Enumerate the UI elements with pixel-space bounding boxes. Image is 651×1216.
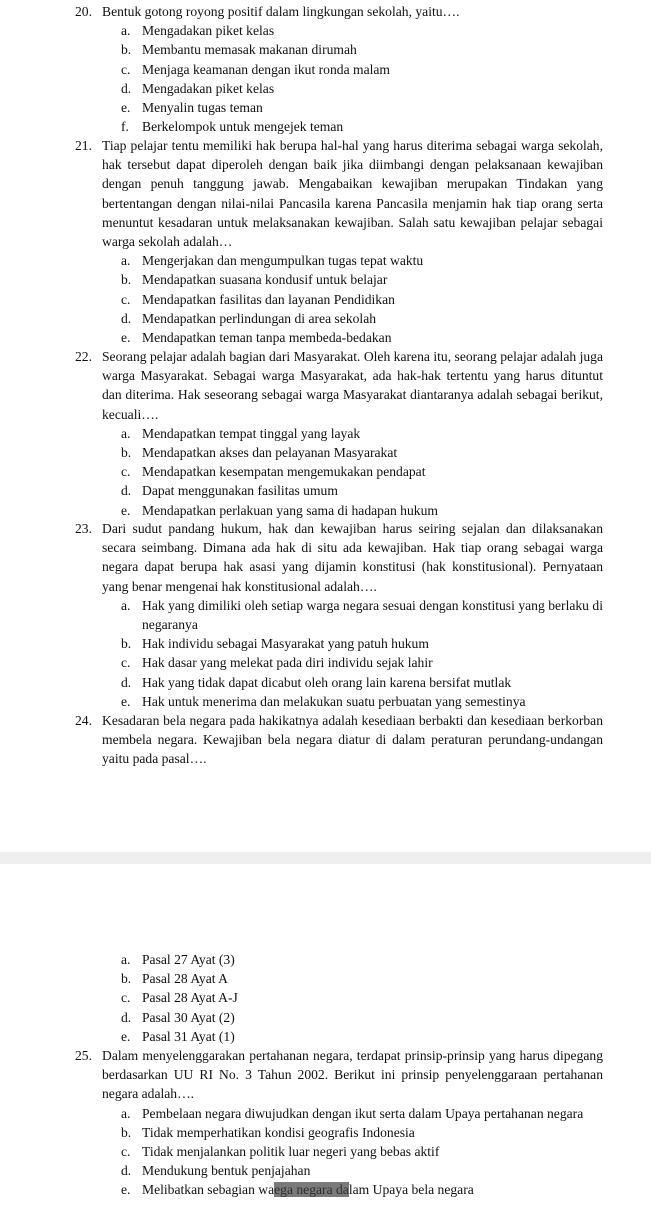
option-c: c. Pasal 28 Ayat A-J bbox=[121, 990, 238, 1006]
option-b: b. Mendapatkan akses dan pelayanan Masyarakat bbox=[121, 445, 398, 461]
option-a: a. Mendapatkan tempat tinggal yang layak bbox=[121, 425, 361, 441]
question-number: 22. bbox=[75, 349, 92, 364]
option-c: c. Mendapatkan fasilitas dan layanan Pendidikan bbox=[121, 291, 395, 307]
option-a: a. Hak yang dimiliki oleh setiap warga negara sesuai dengan konstitusi yang berlaku di negaranya bbox=[121, 597, 603, 633]
question-24 bbox=[75, 711, 603, 769]
option-e: e. Melibatkan sebagian waega negara dalam Upaya bela negara bbox=[121, 1182, 474, 1198]
option-e: e. Mendapatkan perlakuan yang sama di hadapan hukum bbox=[121, 502, 438, 518]
option-a: a. Pasal 27 Ayat (3) bbox=[121, 952, 235, 967]
option-a: a. Pembelaan negara diwujudkan dengan ikut serta dalam Upaya pertahanan negara bbox=[121, 1105, 584, 1121]
option-d: d. Mendukung bentuk penjajahan bbox=[121, 1163, 311, 1179]
option-d: d. Hak yang tidak dapat dicabut oleh orang lain karena bersifat mutlak bbox=[121, 674, 512, 690]
option-d: d. Mengadakan piket kelas bbox=[121, 80, 275, 96]
option-list bbox=[75, 424, 603, 520]
option-c: c. Menjaga keamanan dengan ikut ronda malam bbox=[121, 61, 390, 77]
question-text: 21. Tiap pelajar tentu memiliki hak berupa hal-hal yang harus diterima sebagai warga sekolah, hak tersebut dapat diperoleh dengan baik jika diimbangi dengan pelaksanaan kewajiban dengan penuh tanggung jawab. Mengabaikan kewajiban merupakan Tindakan yang bertentangan dengan nilai-nilai Pancasila karena Pancasila menjamin hak tiap orang serta menuntut kesadaran untuk melaksanakan kewajiban. Salah satu kewajiban pelajar sebagai warga sekolah adalah… bbox=[75, 138, 603, 250]
question-number: 25. bbox=[75, 1048, 92, 1063]
question-20 bbox=[75, 2, 603, 136]
question-number: 21. bbox=[75, 138, 92, 153]
option-b: b. Pasal 28 Ayat A bbox=[121, 971, 228, 987]
question-text: 23. Dari sudut pandang hukum, hak dan kewajiban harus seiring sejalan dan dilaksanakan secara seimbang. Dimana ada hak di situ ada kewajiban. Hak tiap orang sebagai warga negara dapat berupa hak asasi yang dijamin konstitusi (hak konstitusional). Pernyataan yang benar mengenai hak konstitusional adalah…. bbox=[75, 521, 603, 594]
option-a: a. Mengadakan piket kelas bbox=[121, 23, 275, 39]
question-number: 20. bbox=[75, 4, 92, 19]
option-e: e. Hak untuk menerima dan melakukan suatu perbuatan yang semestinya bbox=[121, 693, 526, 709]
option-d: d. Pasal 30 Ayat (2) bbox=[121, 1009, 235, 1025]
option-list bbox=[75, 596, 603, 711]
option-list bbox=[75, 251, 603, 347]
option-f: f. Berkelompok untuk mengejek teman bbox=[121, 119, 344, 135]
option-e: e. Mendapatkan teman tanpa membeda-bedakan bbox=[121, 330, 392, 346]
option-d: d. Mendapatkan perlindungan di area sekolah bbox=[121, 310, 377, 326]
option-b: b. Hak individu sebagai Masyarakat yang patuh hukum bbox=[121, 636, 429, 652]
option-list bbox=[75, 1104, 603, 1200]
option-c: c. Mendapatkan kesempatan mengemukakan pendapat bbox=[121, 464, 426, 480]
question-text: 25. Dalam menyelenggarakan pertahanan negara, terdapat prinsip-prinsip yang harus dipegang berdasarkan UU RI No. 3 Tahun 2002. Berikut ini prinsip penyelenggaraan pertahanan negara adalah…. bbox=[75, 1048, 603, 1102]
question-21 bbox=[75, 136, 603, 347]
question-number: 24. bbox=[75, 713, 92, 728]
question-25 bbox=[75, 1046, 603, 1200]
page-break bbox=[0, 852, 651, 864]
option-b: b. Tidak memperhatikan kondisi geografis Indonesia bbox=[121, 1124, 415, 1140]
document-page-2 bbox=[0, 864, 651, 1216]
option-list bbox=[75, 950, 603, 1046]
option-d: d. Dapat menggunakan fasilitas umum bbox=[121, 483, 338, 499]
option-c: c. Tidak menjalankan politik luar negeri yang bebas aktif bbox=[121, 1144, 440, 1160]
option-e: e. Pasal 31 Ayat (1) bbox=[121, 1028, 235, 1044]
option-b: b. Membantu memasak makanan dirumah bbox=[121, 42, 357, 58]
question-24-options bbox=[75, 950, 603, 1046]
question-text: 24. Kesadaran bela negara pada hakikatnya adalah kesediaan berbakti dan kesediaan berkorban membela negara. Kewajiban bela negara diatur di dalam peraturan perundang-undangan yaitu pada pasal…. bbox=[75, 713, 603, 767]
highlighted-text: ega negara da bbox=[274, 1182, 349, 1198]
question-22 bbox=[75, 347, 603, 520]
option-b: b. Mendapatkan suasana kondusif untuk belajar bbox=[121, 272, 388, 288]
option-a: a. Mengerjakan dan mengumpulkan tugas tepat waktu bbox=[121, 253, 424, 269]
question-number: 23. bbox=[75, 521, 92, 536]
option-e: e. Menyalin tugas teman bbox=[121, 100, 263, 116]
question-text: 22. Seorang pelajar adalah bagian dari Masyarakat. Oleh karena itu, seorang pelajar adalah juga warga Masyarakat. Sebagai warga Masyarakat, ada hak-hak tertentu yang harus dituntut dan diterima. Hak seseorang sebagai warga Masyarakat diantaranya adalah sebagai berikut, kecuali…. bbox=[75, 349, 603, 422]
option-list bbox=[75, 21, 603, 136]
question-text: 20. Bentuk gotong royong positif dalam lingkungan sekolah, yaitu…. bbox=[75, 2, 603, 21]
option-c: c. Hak dasar yang melekat pada diri individu sejak lahir bbox=[121, 655, 433, 671]
question-23 bbox=[75, 519, 603, 711]
